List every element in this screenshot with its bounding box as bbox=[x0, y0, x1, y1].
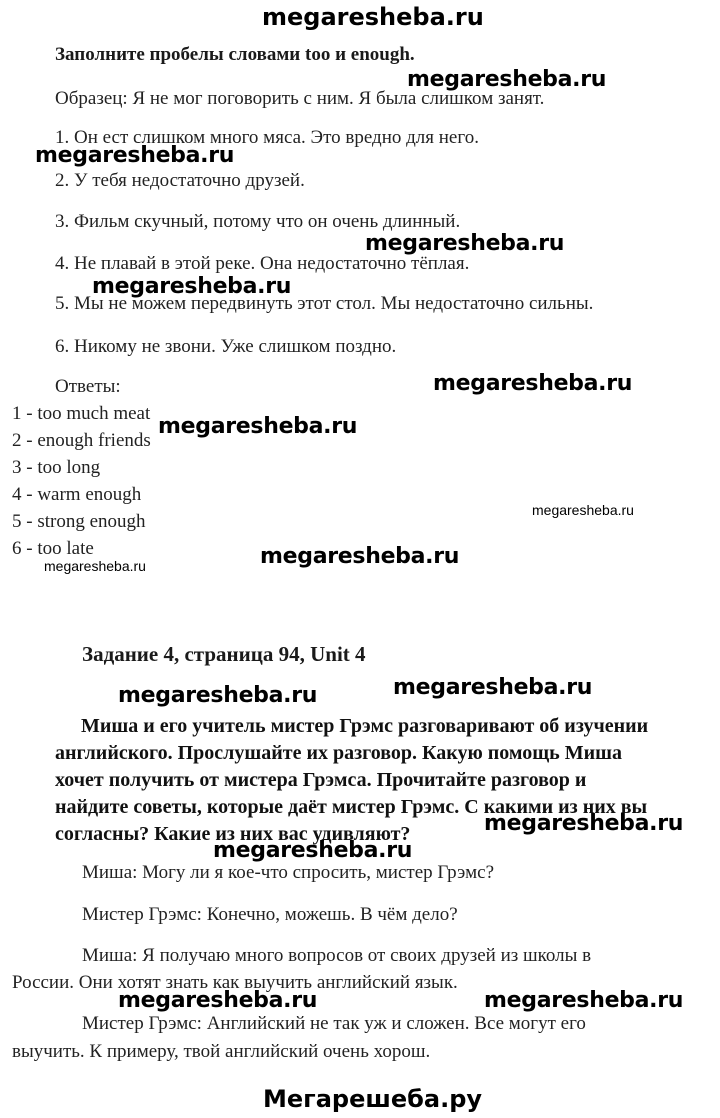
task4-instruction: Миша и его учитель мистер Грэмс разговаривают об изучении английского. Прослушайте их разговор. Какую помощь Миша хочет получить от мистера Грэмса. Прочитайте разговор и найдите советы, которые даёт мистер Грэмс. С какими из них вы согласны? Какие из них вас удивляют? bbox=[55, 715, 649, 845]
answer-6: 6 - too late bbox=[12, 538, 94, 559]
footer-title[interactable]: Мегарешеба.ру bbox=[263, 1085, 483, 1113]
watermark[interactable]: megaresheba.ru bbox=[92, 274, 292, 299]
answers-label: Ответы: bbox=[55, 376, 121, 397]
watermark[interactable]: megaresheba.ru bbox=[260, 544, 460, 569]
exercise-item-4: 4. Не плавай в этой реке. Она недостаточно тёплая. bbox=[55, 253, 470, 274]
watermark[interactable]: megaresheba.ru bbox=[433, 371, 633, 396]
watermark[interactable]: megaresheba.ru bbox=[213, 838, 413, 863]
watermark[interactable]: megaresheba.ru bbox=[532, 502, 634, 518]
watermark[interactable]: megaresheba.ru bbox=[44, 558, 146, 574]
dialogue-line-4: России. Они хотят знать как выучить английский язык. bbox=[12, 972, 458, 993]
exercise-example: Образец: Я не мог поговорить с ним. Я была слишком занят. bbox=[55, 88, 545, 109]
answer-2: 2 - enough friends bbox=[12, 430, 151, 451]
dialogue-line-3: Миша: Я получаю много вопросов от своих друзей из школы в bbox=[82, 945, 592, 966]
dialogue-line-1: Миша: Могу ли я кое-что спросить, мистер Грэмс? bbox=[82, 862, 495, 883]
watermark[interactable]: megaresheba.ru bbox=[393, 675, 593, 700]
dialogue-line-6: выучить. К примеру, твой английский очень хорош. bbox=[12, 1041, 431, 1062]
dialogue-line-5: Мистер Грэмс: Английский не так уж и сложен. Все могут его bbox=[82, 1013, 586, 1034]
exercise-item-2: 2. У тебя недостаточно друзей. bbox=[55, 170, 305, 191]
exercise-item-3: 3. Фильм скучный, потому что он очень длинный. bbox=[55, 211, 461, 232]
watermark[interactable]: megaresheba.ru bbox=[35, 143, 235, 168]
site-title[interactable]: megaresheba.ru bbox=[262, 3, 484, 31]
watermark[interactable]: megaresheba.ru bbox=[365, 231, 565, 256]
answer-5: 5 - strong enough bbox=[12, 511, 146, 532]
answer-3: 3 - too long bbox=[12, 457, 101, 478]
exercise-item-6: 6. Никому не звони. Уже слишком поздно. bbox=[55, 336, 397, 357]
exercise-item-5: 5. Мы не можем передвинуть этот стол. Мы недостаточно сильны. bbox=[55, 293, 594, 314]
watermark[interactable]: megaresheba.ru bbox=[407, 67, 607, 92]
answer-1: 1 - too much meat bbox=[12, 403, 151, 424]
answer-4: 4 - warm enough bbox=[12, 484, 142, 505]
watermark[interactable]: megaresheba.ru bbox=[484, 988, 684, 1013]
watermark[interactable]: megaresheba.ru bbox=[484, 811, 684, 836]
exercise-instruction: Заполните пробелы словами too и enough. bbox=[55, 44, 415, 65]
dialogue-line-2: Мистер Грэмс: Конечно, можешь. В чём дело? bbox=[82, 904, 458, 925]
task4-title: Задание 4, страница 94, Unit 4 bbox=[82, 642, 366, 666]
watermark[interactable]: megaresheba.ru bbox=[158, 414, 358, 439]
exercise-item-1: 1. Он ест слишком много мяса. Это вредно для него. bbox=[55, 127, 479, 148]
watermark[interactable]: megaresheba.ru bbox=[118, 683, 318, 708]
watermark[interactable]: megaresheba.ru bbox=[118, 988, 318, 1013]
